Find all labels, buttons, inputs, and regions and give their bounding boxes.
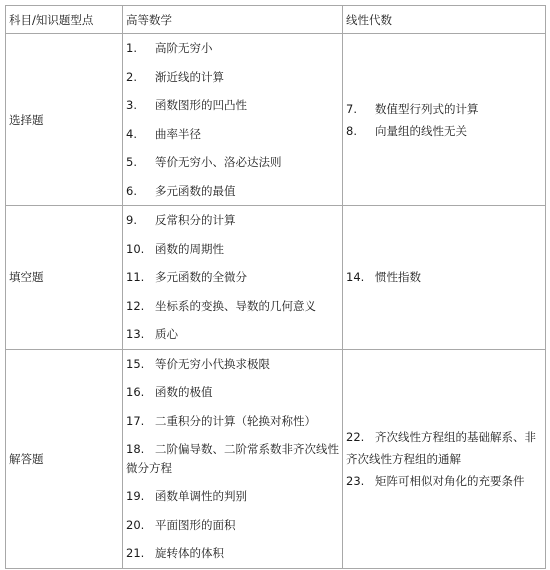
header-calculus: 高等数学 xyxy=(123,6,343,34)
topic-text: 旋转体的体积 xyxy=(155,546,224,560)
topic-item xyxy=(346,470,542,492)
linear-algebra-topics-cell xyxy=(343,206,546,350)
topic-number: 3. xyxy=(126,98,137,112)
topic-number: 10. xyxy=(126,241,145,256)
calculus-topic-list xyxy=(126,34,339,205)
topic-text: 反常积分的计算 xyxy=(155,213,236,227)
topic-number: 22. xyxy=(346,429,365,444)
topic-text: 多元函数的最值 xyxy=(155,183,236,198)
topic-number: 16. xyxy=(126,385,145,399)
topic-number: 14. xyxy=(346,270,365,285)
topic-text: 数值型行列式的计算 xyxy=(375,101,479,116)
linear-algebra-topics-cell xyxy=(343,349,546,568)
topic-item xyxy=(126,34,339,63)
topic-text: 函数单调性的判别 xyxy=(155,489,247,503)
topic-number: 4. xyxy=(126,126,137,141)
linear-algebra-topic-list xyxy=(346,426,542,492)
topic-text: 平面图形的面积 xyxy=(155,517,236,532)
topic-item xyxy=(126,91,339,120)
exam-topics-table xyxy=(5,5,546,569)
topic-text: 齐次线性方程组的基础解系、非齐次线性方程组的通解 xyxy=(346,429,536,466)
topic-number: 20. xyxy=(126,517,145,532)
topic-item xyxy=(126,292,339,321)
topic-number: 17. xyxy=(126,413,145,428)
topic-number: 7. xyxy=(346,101,357,116)
topic-item xyxy=(126,235,339,264)
topic-item xyxy=(346,120,542,142)
topic-item xyxy=(126,177,339,206)
topic-number: 2. xyxy=(126,69,137,84)
row-type-label: 选择题 xyxy=(6,34,123,206)
row-type-label: 填空题 xyxy=(6,206,123,350)
topic-number: 5. xyxy=(126,155,137,169)
calculus-topic-list xyxy=(126,350,339,568)
topic-number: 23. xyxy=(346,473,365,488)
row-type-label: 解答题 xyxy=(6,349,123,568)
topic-number: 13. xyxy=(126,327,145,341)
topic-number: 8. xyxy=(346,123,357,138)
topic-number: 18. xyxy=(126,442,145,456)
topic-text: 函数的周期性 xyxy=(155,241,224,256)
topic-number: 9. xyxy=(126,213,137,227)
topic-item xyxy=(126,120,339,149)
topic-item xyxy=(126,378,339,407)
topic-text: 渐近线的计算 xyxy=(155,69,224,84)
topic-item xyxy=(346,98,542,120)
topic-item xyxy=(126,206,339,235)
calculus-topics-cell xyxy=(123,349,343,568)
topic-item xyxy=(346,426,542,470)
topic-text: 高阶无穷小 xyxy=(155,41,213,55)
topic-item xyxy=(126,539,339,568)
topic-number: 12. xyxy=(126,298,145,313)
topic-number: 1. xyxy=(126,41,137,55)
topic-text: 矩阵可相似对角化的充要条件 xyxy=(375,473,525,488)
topic-text: 等价无穷小代换求极限 xyxy=(155,356,270,371)
topic-number: 6. xyxy=(126,183,137,198)
table-header-row xyxy=(6,6,546,34)
topic-item xyxy=(126,63,339,92)
topic-item xyxy=(126,407,339,436)
linear-algebra-topic-list xyxy=(346,98,542,142)
topic-item xyxy=(126,435,339,482)
topic-text: 曲率半径 xyxy=(155,126,201,141)
calculus-topic-list xyxy=(126,206,339,349)
topic-item xyxy=(126,320,339,349)
topic-number: 19. xyxy=(126,489,145,503)
linear-algebra-topic-list xyxy=(346,266,542,288)
topic-item xyxy=(126,263,339,292)
topic-number: 15. xyxy=(126,356,145,371)
topic-text: 等价无穷小、洛必达法则 xyxy=(155,155,282,169)
calculus-topics-cell xyxy=(123,206,343,350)
calculus-topics-cell xyxy=(123,34,343,206)
topic-text: 向量组的线性无关 xyxy=(375,123,467,138)
table-row-free-response xyxy=(6,349,546,568)
header-subject-topic: 科目/知识题型点 xyxy=(6,6,123,34)
topic-text: 二重积分的计算（轮换对称性） xyxy=(155,413,316,428)
topic-text: 质心 xyxy=(155,327,178,341)
topic-item xyxy=(126,482,339,511)
topic-text: 函数图形的凹凸性 xyxy=(155,98,247,112)
topic-number: 11. xyxy=(126,270,145,284)
topic-text: 二阶偏导数、二阶常系数非齐次线性微分方程 xyxy=(126,442,339,475)
linear-algebra-topics-cell xyxy=(343,34,546,206)
topic-item xyxy=(126,511,339,540)
topic-number: 21. xyxy=(126,546,145,560)
header-linear-algebra: 线性代数 xyxy=(343,6,546,34)
topic-item xyxy=(126,350,339,379)
topic-text: 多元函数的全微分 xyxy=(155,270,247,284)
topic-text: 惯性指数 xyxy=(375,270,421,285)
topic-item xyxy=(346,266,542,288)
topic-text: 坐标系的变换、导数的几何意义 xyxy=(155,298,316,313)
topic-item xyxy=(126,148,339,177)
table-row-fill-in-blank xyxy=(6,206,546,350)
table-row-multiple-choice xyxy=(6,34,546,206)
topic-text: 函数的极值 xyxy=(155,385,213,399)
